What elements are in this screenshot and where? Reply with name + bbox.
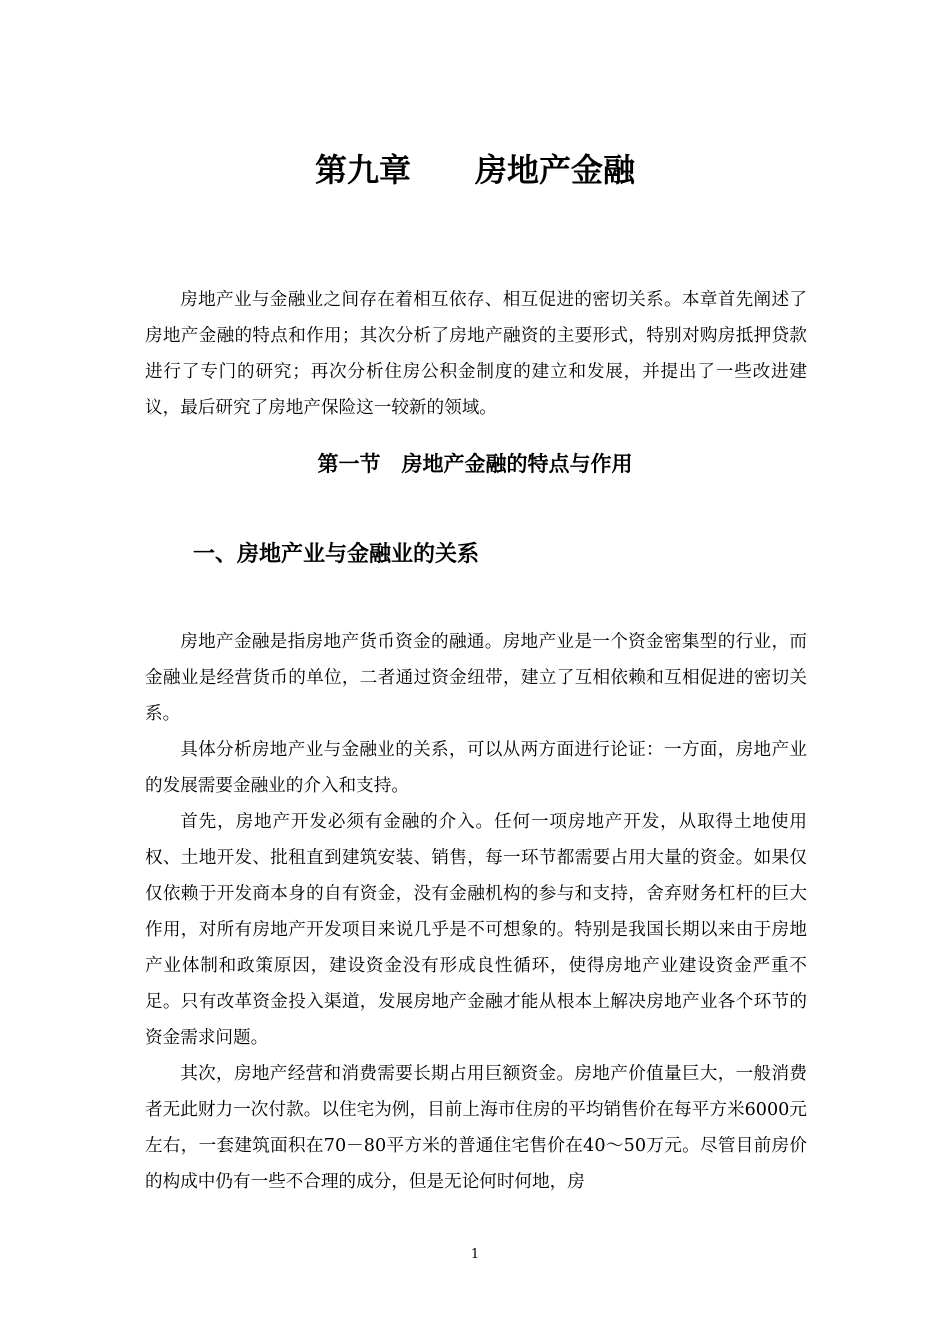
paragraph: 其次，房地产经营和消费需要长期占用巨额资金。房地产价值量巨大，一般消费者无此财力一次付款。以住宅为例，目前上海市住房的平均销售价在每平方米6000元左右，一套建筑面积在70－80平方米的普通住宅售价在40～50万元。尽管目前房价的构成中仍有一些不合理的成分，但是无论何时何地，房: [145, 1064, 807, 1192]
intro-paragraph: 房地产业与金融业之间存在着相互依存、相互促进的密切关系。本章首先阐述了房地产金融的特点和作用；其次分析了房地产融资的主要形式，特别对购房抵押贷款进行了专门的研究；再次分析住房公积金制度的建立和发展，并提出了一些改进建议，最后研究了房地产保险这一较新的领域。: [145, 290, 807, 418]
paragraph: 具体分析房地产业与金融业的关系，可以从两方面进行论证：一方面，房地产业的发展需要金融业的介入和支持。: [145, 740, 807, 796]
subsection-title: 一、房地产业与金融业的关系: [193, 542, 480, 567]
section-title: 第一节 房地产金融的特点与作用: [317, 452, 633, 476]
chapter-title: 第九章 房地产金融: [314, 151, 635, 189]
body-text: [145, 624, 807, 1200]
paragraph: 房地产金融是指房地产货币资金的融通。房地产业是一个资金密集型的行业，而金融业是经营货币的单位，二者通过资金纽带，建立了互相依赖和互相促进的密切关系。: [145, 632, 807, 724]
intro-block: [145, 282, 807, 426]
page-number: 1: [470, 1247, 480, 1262]
paragraph: 首先，房地产开发必须有金融的介入。任何一项房地产开发，从取得土地使用权、土地开发、批租直到建筑安装、销售，每一环节都需要占用大量的资金。如果仅仅依赖于开发商本身的自有资金，没有金融机构的参与和支持，舍弃财务杠杆的巨大作用，对所有房地产开发项目来说几乎是不可想象的。特别是我国长期以来由于房地产业体制和政策原因，建设资金没有形成良性循环，使得房地产业建设资金严重不足。只有改革资金投入渠道，发展房地产金融才能从根本上解决房地产业各个环节的资金需求问题。: [145, 812, 807, 1048]
